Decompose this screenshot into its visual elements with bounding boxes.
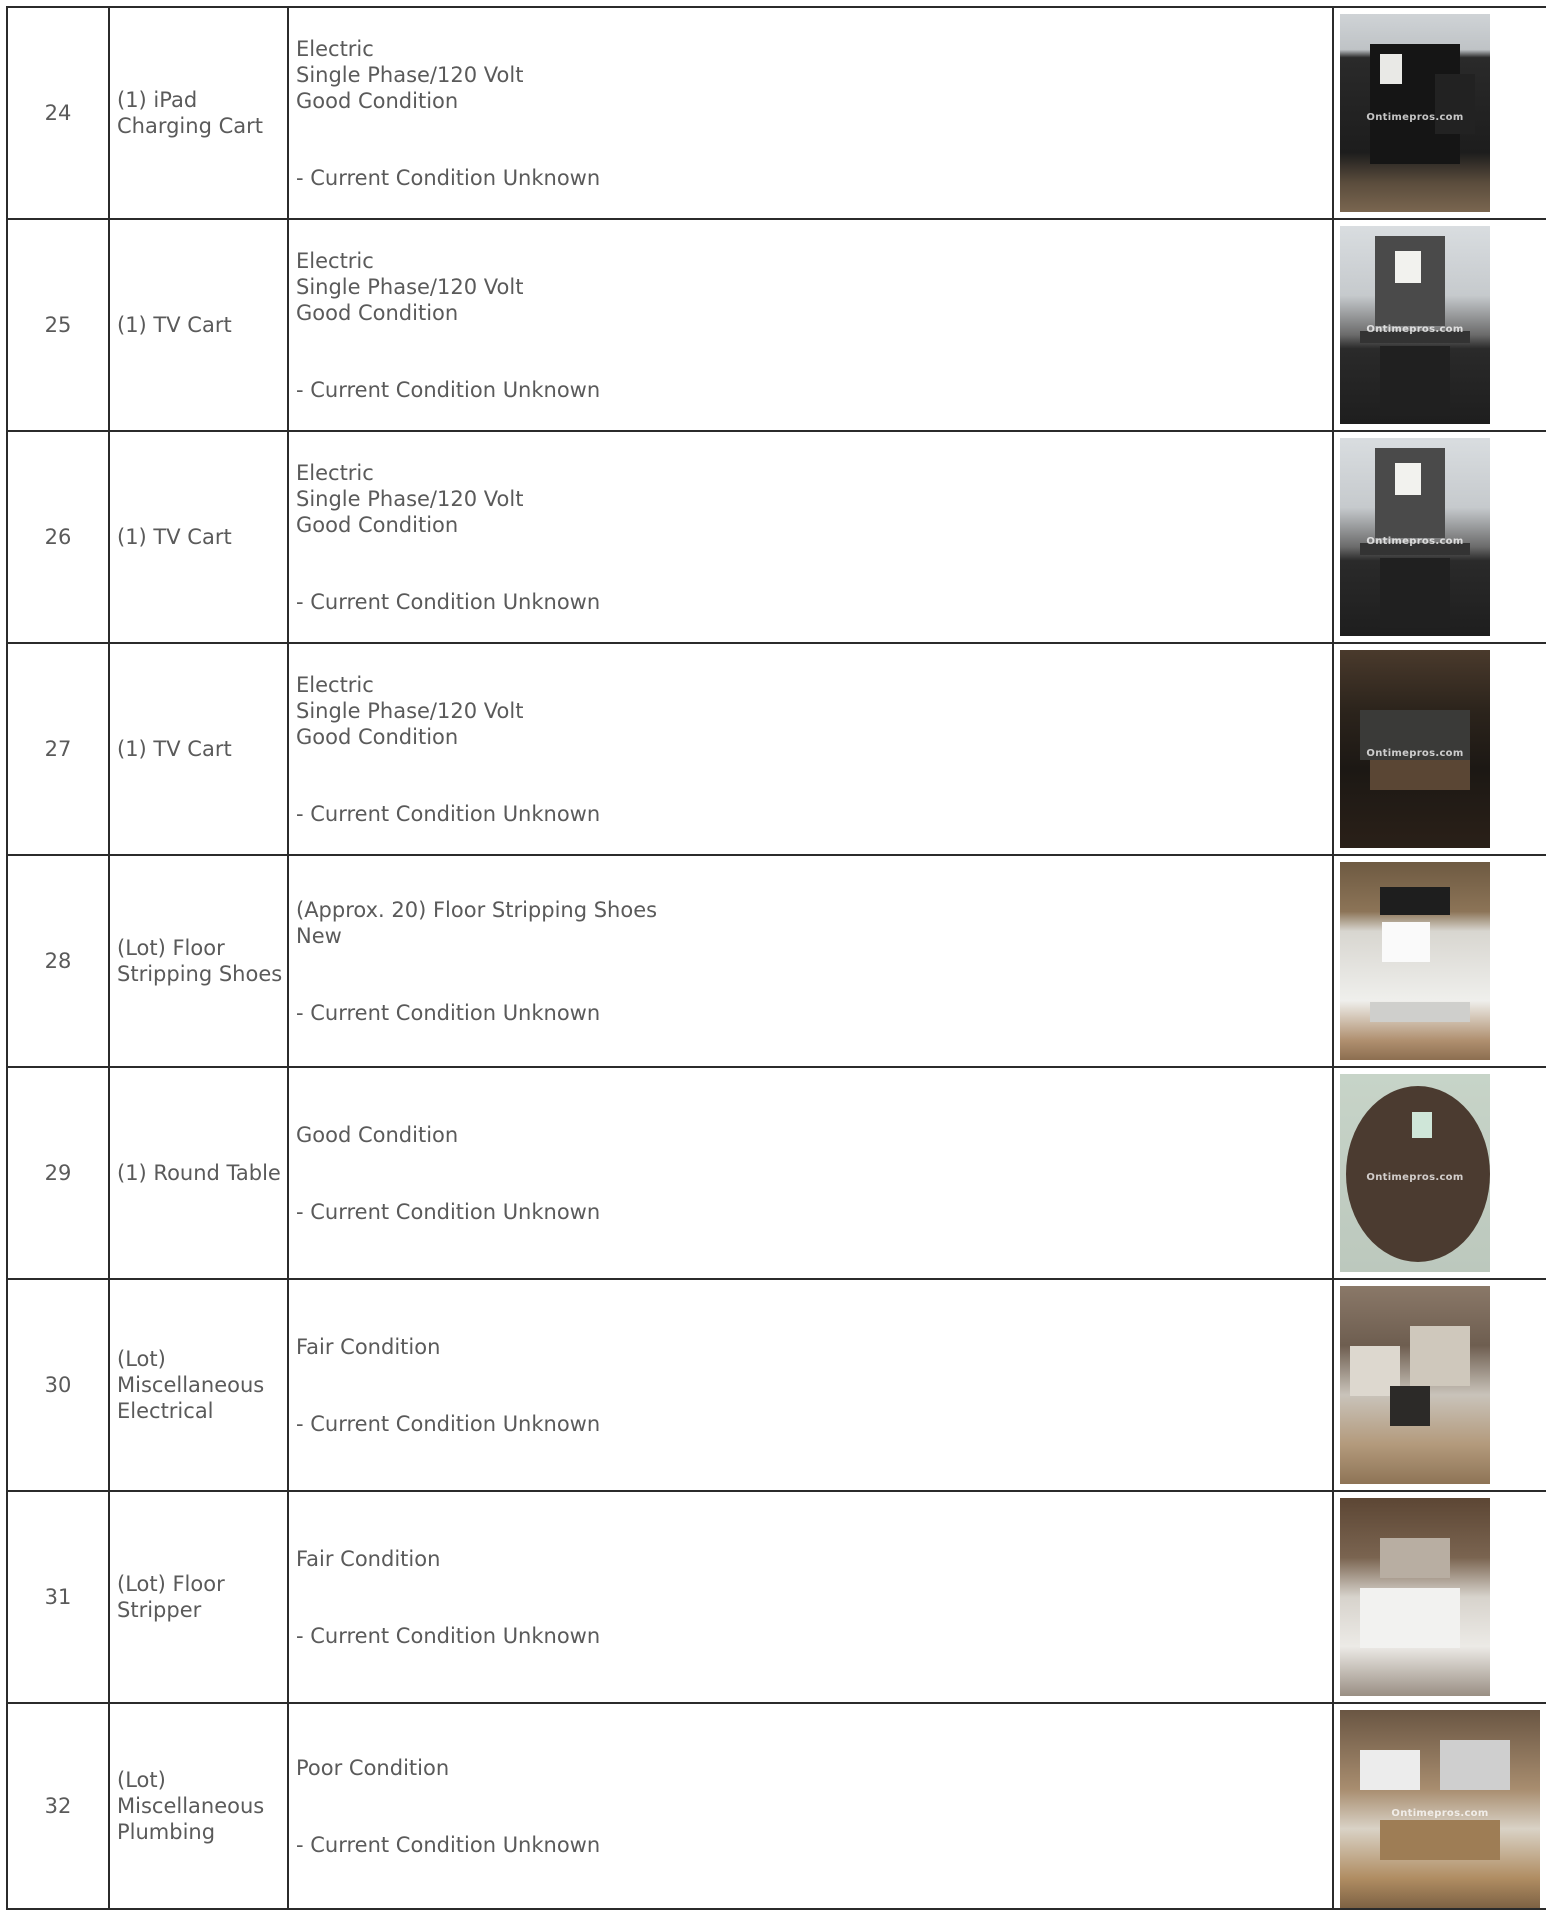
condition-note: - Current Condition Unknown [296, 1411, 601, 1436]
item-title: (Lot) Floor Stripper [109, 1491, 288, 1703]
lot-number: 29 [7, 1067, 109, 1279]
description-line: Electric [296, 672, 374, 697]
item-title: (1) iPad Charging Cart [109, 7, 288, 219]
photo-cell [1333, 431, 1546, 643]
item-description [288, 1067, 1333, 1279]
description-line: Poor Condition [296, 1755, 450, 1780]
table-row [7, 1703, 1546, 1909]
condition-note: - Current Condition Unknown [296, 1832, 601, 1857]
tv-cart-boxed-photo[interactable] [1340, 650, 1490, 848]
table-row [7, 219, 1546, 431]
misc-electrical-photo[interactable] [1340, 1286, 1490, 1484]
description-line: Good Condition [296, 300, 459, 325]
photo-watermark: Ontimepros.com [1366, 1172, 1464, 1184]
description-line: Single Phase/120 Volt [296, 698, 524, 723]
description-line: Single Phase/120 Volt [296, 274, 524, 299]
description-line: Fair Condition [296, 1334, 441, 1359]
floor-stripper-photo[interactable] [1340, 1498, 1490, 1696]
description-line: Good Condition [296, 88, 459, 113]
misc-plumbing-photo[interactable] [1340, 1710, 1540, 1908]
round-table-photo[interactable] [1340, 1074, 1490, 1272]
item-description [288, 431, 1333, 643]
description-line: (Approx. 20) Floor Stripping Shoes [296, 897, 658, 922]
tv-cart-photo[interactable] [1340, 438, 1490, 636]
description-line: Good Condition [296, 512, 459, 537]
item-description [288, 219, 1333, 431]
description-line: Electric [296, 36, 374, 61]
lot-number: 32 [7, 1703, 109, 1909]
description-line: Single Phase/120 Volt [296, 486, 524, 511]
lot-number: 26 [7, 431, 109, 643]
description-line: Electric [296, 460, 374, 485]
photo-cell [1333, 219, 1546, 431]
lot-number: 30 [7, 1279, 109, 1491]
condition-note: - Current Condition Unknown [296, 1000, 601, 1025]
table-row [7, 643, 1546, 855]
description-line: New [296, 923, 342, 948]
lot-number: 31 [7, 1491, 109, 1703]
lot-number: 28 [7, 855, 109, 1067]
floor-stripping-shoes-photo[interactable] [1340, 862, 1490, 1060]
condition-note: - Current Condition Unknown [296, 1199, 601, 1224]
description-line: Single Phase/120 Volt [296, 62, 524, 87]
photo-watermark: Ontimepros.com [1366, 112, 1464, 124]
table-row [7, 1067, 1546, 1279]
table-row [7, 431, 1546, 643]
photo-cell [1333, 1491, 1546, 1703]
item-description [288, 1491, 1333, 1703]
table-row [7, 1491, 1546, 1703]
photo-cell [1333, 855, 1546, 1067]
item-description [288, 7, 1333, 219]
item-title: (1) TV Cart [109, 219, 288, 431]
item-description [288, 643, 1333, 855]
photo-cell [1333, 1067, 1546, 1279]
tv-cart-photo[interactable] [1340, 226, 1490, 424]
table-row [7, 855, 1546, 1067]
table-row [7, 1279, 1546, 1491]
item-title: (1) TV Cart [109, 431, 288, 643]
item-title: (1) TV Cart [109, 643, 288, 855]
lot-number: 25 [7, 219, 109, 431]
item-title: (Lot) Miscellaneous Electrical [109, 1279, 288, 1491]
description-line: Fair Condition [296, 1546, 441, 1571]
lot-number: 27 [7, 643, 109, 855]
ipad-charging-cart-photo[interactable] [1340, 14, 1490, 212]
lot-number: 24 [7, 7, 109, 219]
photo-watermark: Ontimepros.com [1366, 536, 1464, 548]
item-title: (Lot) Floor Stripping Shoes [109, 855, 288, 1067]
photo-cell [1333, 1703, 1546, 1909]
condition-note: - Current Condition Unknown [296, 165, 601, 190]
table-row [7, 7, 1546, 219]
photo-cell [1333, 1279, 1546, 1491]
condition-note: - Current Condition Unknown [296, 801, 601, 826]
item-title: (Lot) Miscellaneous Plumbing [109, 1703, 288, 1909]
photo-watermark: Ontimepros.com [1391, 1808, 1489, 1820]
photo-cell [1333, 643, 1546, 855]
description-line: Electric [296, 248, 374, 273]
description-line: Good Condition [296, 1122, 459, 1147]
condition-note: - Current Condition Unknown [296, 589, 601, 614]
item-title: (1) Round Table [109, 1067, 288, 1279]
description-line: Good Condition [296, 724, 459, 749]
item-description [288, 855, 1333, 1067]
item-description [288, 1703, 1333, 1909]
photo-cell [1333, 7, 1546, 219]
photo-watermark: Ontimepros.com [1366, 324, 1464, 336]
item-description [288, 1279, 1333, 1491]
auction-lot-table [6, 6, 1546, 1910]
photo-watermark: Ontimepros.com [1366, 748, 1464, 760]
condition-note: - Current Condition Unknown [296, 377, 601, 402]
condition-note: - Current Condition Unknown [296, 1623, 601, 1648]
